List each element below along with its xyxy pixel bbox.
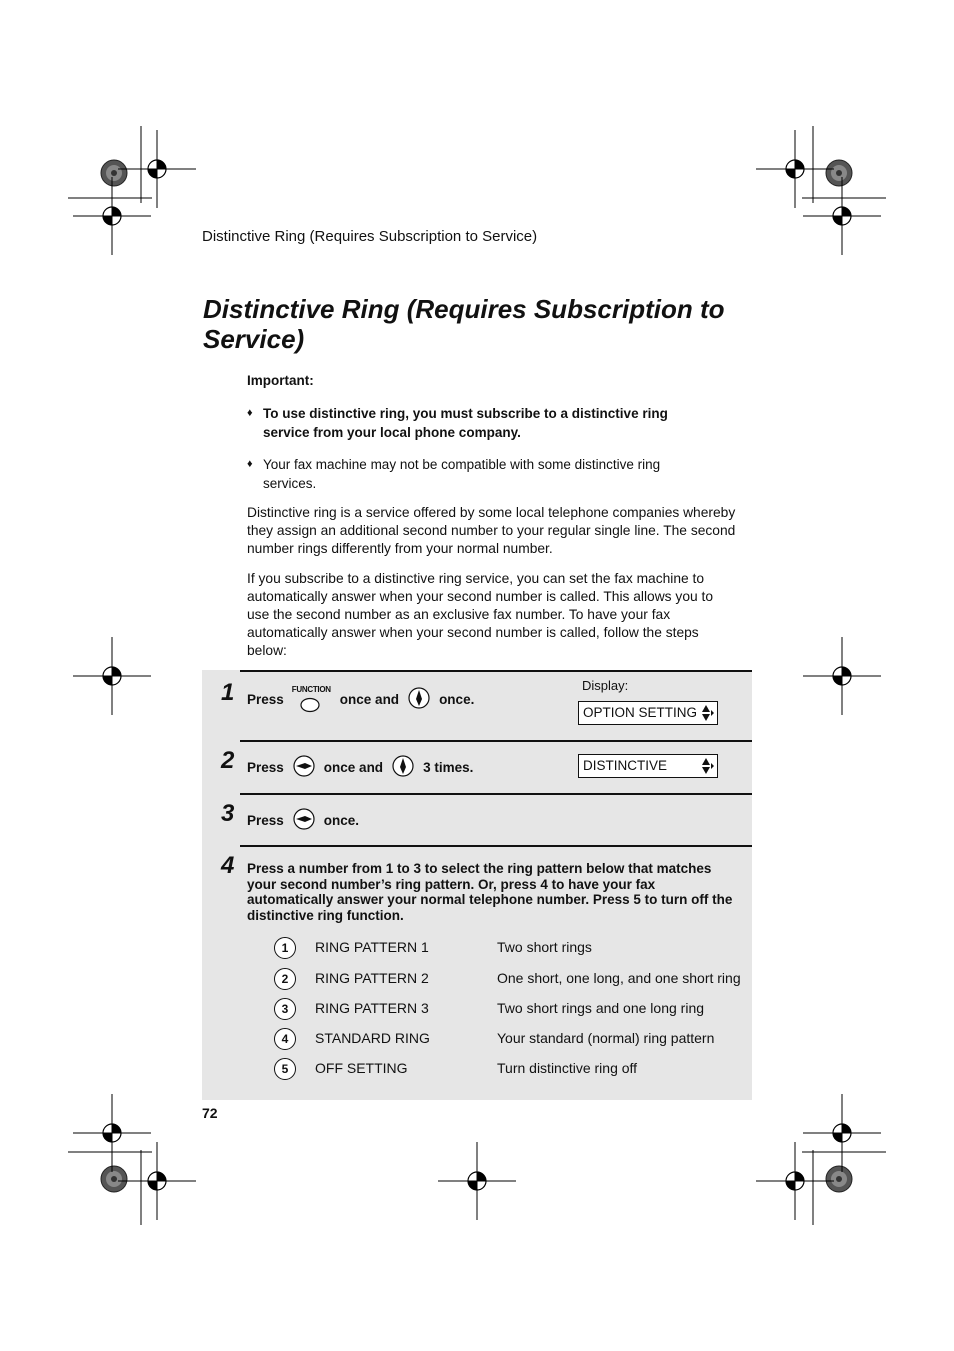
- step-2-instruction: [247, 754, 473, 781]
- down-arrow-key-icon: [391, 754, 415, 781]
- lcd-display: [578, 754, 718, 778]
- step-2-mid-text: once and: [323, 760, 384, 775]
- ring-pattern-description: Two short rings and one long ring: [497, 1000, 705, 1016]
- step-number: 2: [221, 747, 235, 774]
- ring-pattern-row: [272, 1028, 752, 1054]
- important-label: Important:: [247, 373, 314, 388]
- page-title: Distinctive Ring (Requires Subscription to Service): [203, 294, 725, 354]
- ring-pattern-row: [272, 968, 752, 994]
- bullet-text: Your fax machine may not be compatible with some distinctive ring services.: [263, 457, 661, 491]
- right-arrow-key-icon: [292, 807, 316, 834]
- step-1-instruction: [247, 686, 474, 713]
- ring-pattern-row: [272, 998, 752, 1024]
- step-divider: [240, 740, 752, 742]
- ring-pattern-description: One short, one long, and one short ring: [497, 970, 741, 986]
- ring-pattern-name: STANDARD RING: [315, 1030, 430, 1046]
- step-divider: [240, 845, 752, 847]
- bullet-item: [247, 455, 717, 493]
- ring-pattern-row: [272, 937, 752, 963]
- bullet-item: [247, 404, 717, 442]
- ring-pattern-description: Turn distinctive ring off: [497, 1060, 638, 1076]
- ring-pattern-description: Two short rings: [497, 939, 592, 955]
- number-key-icon: 5: [274, 1058, 296, 1080]
- step-1-mid-text: once and: [339, 692, 400, 707]
- step-number: 1: [221, 679, 235, 706]
- number-key-icon: 4: [274, 1028, 296, 1050]
- press-label: Press: [247, 813, 284, 828]
- lcd-text: DISTINCTIVE: [583, 758, 668, 773]
- paragraph: If you subscribe to a distinctive ring service, you can set the fax machine to automatically answer when your second number is called. This allows you to use the second number as an exclusive fax number. To have your fax automatically answer when your second number is called, follow the steps below:: [247, 571, 714, 658]
- step-1-end-text: once.: [439, 692, 475, 707]
- function-key-label: FUNCTION: [291, 684, 331, 694]
- right-arrow-key-icon: [292, 754, 316, 781]
- step-number: 4: [221, 852, 235, 879]
- up-down-arrow-icon: [698, 704, 714, 722]
- step-3-instruction: [247, 807, 359, 834]
- step-4-instruction: Press a number from 1 to 3 to select the ring pattern below that matches your second number’s ring pattern. Or, press 4 to have your fax automatically answer your normal telephone number. Press 5 to turn off the distinctive ring function.: [247, 861, 733, 923]
- step-3-end-text: once.: [323, 813, 360, 828]
- ring-pattern-name: RING PATTERN 1: [315, 939, 429, 955]
- step-divider: [240, 670, 752, 672]
- number-key-icon: 1: [274, 937, 296, 959]
- number-key-icon: 2: [274, 968, 296, 990]
- press-label: Press: [247, 692, 284, 707]
- lcd-display: [578, 701, 718, 725]
- function-key-icon: [291, 684, 332, 713]
- diamond-bullet-icon: ♦: [247, 458, 253, 470]
- down-arrow-key-icon: [407, 686, 431, 713]
- ring-pattern-description: Your standard (normal) ring pattern: [497, 1030, 715, 1046]
- ring-pattern-name: OFF SETTING: [315, 1060, 408, 1076]
- lcd-text: OPTION SETTING: [583, 705, 698, 720]
- ring-pattern-row: [272, 1058, 752, 1084]
- step-number: 3: [221, 800, 235, 827]
- number-key-icon: 3: [274, 998, 296, 1020]
- step-2-end-text: 3 times.: [423, 760, 474, 775]
- bullet-text: To use distinctive ring, you must subscribe to a distinctive ring service from your local phone company.: [263, 406, 668, 440]
- paragraph: Distinctive ring is a service offered by some local telephone companies whereby they assign an additional second number to your regular single line. The second number rings differently from your normal number.: [247, 505, 736, 556]
- press-label: Press: [247, 760, 284, 775]
- ring-pattern-name: RING PATTERN 3: [315, 1000, 429, 1016]
- running-head: Distinctive Ring (Requires Subscription to Service): [202, 228, 538, 245]
- up-down-arrow-icon: [698, 757, 714, 775]
- display-label: Display:: [582, 678, 629, 693]
- diamond-bullet-icon: ♦: [247, 407, 253, 419]
- page-number: 72: [202, 1105, 218, 1121]
- ring-pattern-name: RING PATTERN 2: [315, 970, 429, 986]
- step-divider: [240, 793, 752, 795]
